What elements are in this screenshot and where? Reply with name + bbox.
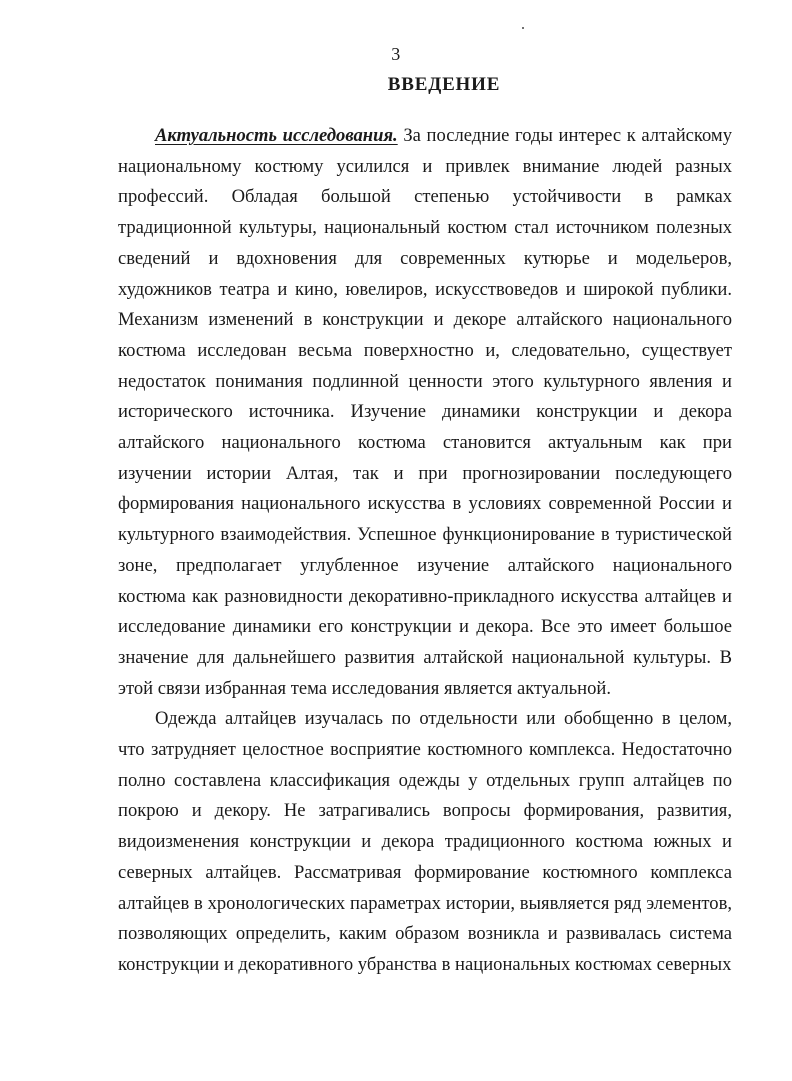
body-text	[118, 121, 732, 981]
page-number: 3	[391, 44, 401, 64]
lead-term: Актуальность исследования.	[155, 125, 398, 146]
section-title: ВВЕДЕНИЕ	[387, 74, 501, 95]
scan-speck	[522, 27, 524, 29]
paragraph-text: Одежда алтайцев изучалась по отдельности или обобщенно в целом, что затрудняет целостное восприятие костюмного комплекса. Недостаточно полно составлена классификация одежды у отдельных групп алтайцев по покрою и декору. Не затрагивались вопросы формирования, развития, видоизменения конструкции и декора традиционного костюма южных и северных алтайцев. Рассматривая формирование костюмного комплекса алтайцев в хронологических параметрах истории, выявляется ряд элементов, позволяющих определить, каким образом возникла и развивалась система конструкции и декоративного убранства в национальных костюмах северных	[118, 708, 732, 975]
paragraph-text: За последние годы интерес к алтайскому национальному костюму усилился и привлек внимание людей разных профессий. Обладая большой степенью устойчивости в рамках традиционной культуры, национальный костюм стал источником полезных сведений и вдохновения для современных кутюрье и модельеров, художников театра и кино, ювелиров, искусствоведов и широкой публики. Механизм изменений в конструкции и декоре алтайского национального костюма исследован весьма поверхностно и, следовательно, существует недостаток понимания подлинной ценности этого культурного явления и исторического источника. Изучение динамики конструкции и декора алтайского национального костюма становится актуальным как при изучении истории Алтая, так и при прогнозировании последующего формирования национального искусства в условиях современной России и культурного взаимодействия. Успешное функционирование в туристической зоне, предполагает углубленное изучение алтайского национального костюма как разновидности декоративно-прикладного искусства алтайцев и исследование динамики его конструкции и декора. Все это имеет большое значение для дальнейшего развития алтайской национальной культуры. В этой связи избранная тема исследования является актуальной.	[118, 125, 732, 699]
paragraph-clothing-study	[118, 704, 732, 980]
paragraph-relevance	[118, 121, 732, 704]
